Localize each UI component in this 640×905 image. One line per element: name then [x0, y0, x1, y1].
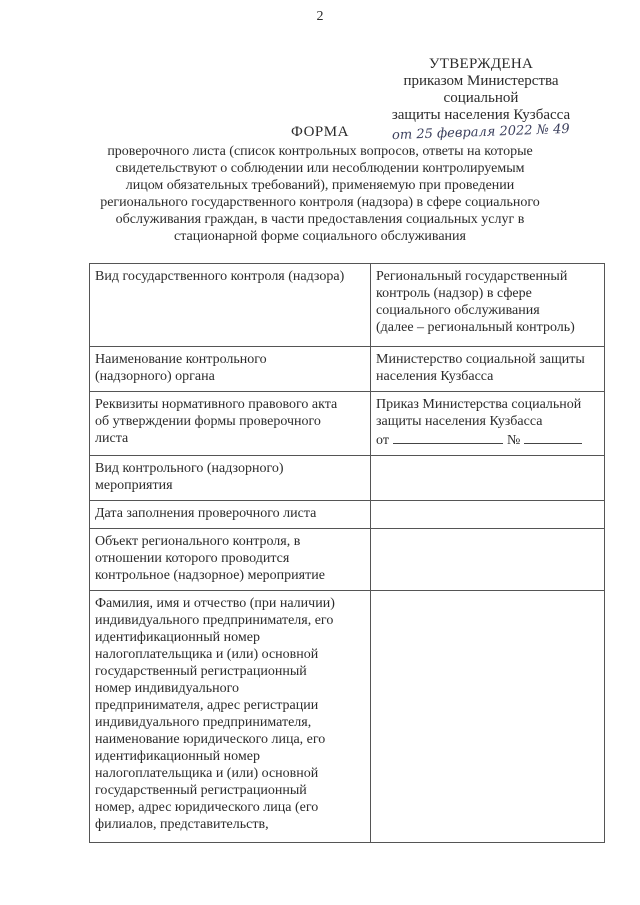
row-label-line: идентификационный номер: [95, 749, 260, 764]
checklist-header-table: [89, 263, 605, 843]
row-label-line: наименование юридического лица, его: [95, 732, 326, 747]
row-label-line: налогоплательщика и (или) основной: [95, 647, 319, 662]
row-label-cell: [90, 347, 371, 392]
row-value-line: Министерство социальной защиты: [376, 352, 585, 367]
row-value-empty-cell[interactable]: [371, 456, 605, 501]
row-label-line: государственный регистрационный: [95, 664, 307, 679]
subtitle-line: стационарной форме социального обслуживания: [174, 229, 466, 244]
row-label-cell: [90, 501, 371, 529]
handwritten-order-date: от 25 февраля 2022 № 49: [391, 121, 571, 144]
approval-title: УТВЕРЖДЕНА: [428, 56, 534, 72]
approval-line: приказом Министерства социальной: [403, 73, 559, 106]
row-value-line: контроль (надзор) в сфере: [376, 286, 532, 301]
row-label-line: Вид государственного контроля (надзора): [95, 269, 345, 284]
row-value-line: Приказ Министерства социальной: [376, 397, 582, 412]
row-value-empty-cell[interactable]: [371, 591, 605, 843]
row-label-line: Объект регионального контроля, в: [95, 534, 301, 549]
subtitle-line: регионального государственного контроля (надзора) в сфере социального: [100, 195, 540, 210]
row-label-cell: [90, 392, 371, 456]
table-row: [90, 501, 605, 529]
row-label-cell: [90, 456, 371, 501]
row-value-line: (далее – региональный контроль): [376, 320, 575, 335]
row-value-cell: [371, 264, 605, 347]
row-label-line: (надзорного) органа: [95, 369, 215, 384]
order-requisites-line: [376, 430, 600, 449]
row-label-cell: [90, 529, 371, 591]
row-value-line: Региональный государственный: [376, 269, 568, 284]
order-date-blank[interactable]: [393, 430, 503, 444]
table-row: [90, 529, 605, 591]
row-value-empty-cell[interactable]: [371, 501, 605, 529]
row-value-empty-cell[interactable]: [371, 529, 605, 591]
page-number: 2: [316, 9, 324, 24]
subtitle-line: лицом обязательных требований), применяемую при проведении: [125, 178, 515, 193]
row-label-line: Фамилия, имя и отчество (при наличии): [95, 596, 335, 611]
row-label-line: налогоплательщика и (или) основной: [95, 766, 319, 781]
row-label-line: мероприятия: [95, 478, 173, 493]
row-label-line: идентификационный номер: [95, 630, 260, 645]
table-row: [90, 591, 605, 843]
row-value-line: защиты населения Кузбасса: [376, 414, 543, 429]
subtitle-line: обслуживания граждан, в части предоставления социальных услуг в: [115, 212, 525, 227]
row-value-line: населения Кузбасса: [376, 369, 494, 384]
row-value-cell: [371, 347, 605, 392]
form-subtitle: [100, 143, 540, 245]
form-title: ФОРМА: [291, 124, 349, 140]
row-label-line: индивидуального предпринимателя, его: [95, 613, 334, 628]
row-label-line: государственный регистрационный: [95, 783, 307, 798]
approval-line: защиты населения Кузбасса: [391, 107, 571, 123]
row-label-line: Реквизиты нормативного правового акта: [95, 397, 338, 412]
row-value-cell: [371, 392, 605, 456]
row-label-line: номер индивидуального: [95, 681, 240, 696]
row-label-line: предпринимателя, адрес регистрации: [95, 698, 319, 713]
row-label-line: филиалов, представительств,: [95, 817, 269, 832]
row-value-line: социального обслуживания: [376, 303, 540, 318]
row-label-line: об утверждении формы проверочного: [95, 414, 321, 429]
order-number-prefix: №: [506, 433, 521, 448]
subtitle-line: проверочного листа (список контрольных вопросов, ответы на которые: [107, 144, 533, 159]
row-label-line: отношении которого проводится: [95, 551, 290, 566]
table-row: [90, 392, 605, 456]
row-label-line: Наименование контрольного: [95, 352, 267, 367]
subtitle-line: свидетельствуют о соблюдении или несоблюдении контролируемым: [115, 161, 525, 176]
table-row: [90, 347, 605, 392]
row-label-line: контрольное (надзорное) мероприятие: [95, 568, 325, 583]
row-label-line: номер, адрес юридического лица (его: [95, 800, 319, 815]
row-label-line: Дата заполнения проверочного листа: [95, 506, 317, 521]
table-row: [90, 456, 605, 501]
row-label-line: индивидуального предпринимателя,: [95, 715, 312, 730]
row-label-line: листа: [95, 431, 129, 446]
row-label-line: Вид контрольного (надзорного): [95, 461, 284, 476]
table-row: [90, 264, 605, 347]
row-label-cell: [90, 264, 371, 347]
order-date-prefix: от: [376, 433, 389, 448]
order-number-blank[interactable]: [524, 430, 582, 444]
row-label-cell: [90, 591, 371, 843]
